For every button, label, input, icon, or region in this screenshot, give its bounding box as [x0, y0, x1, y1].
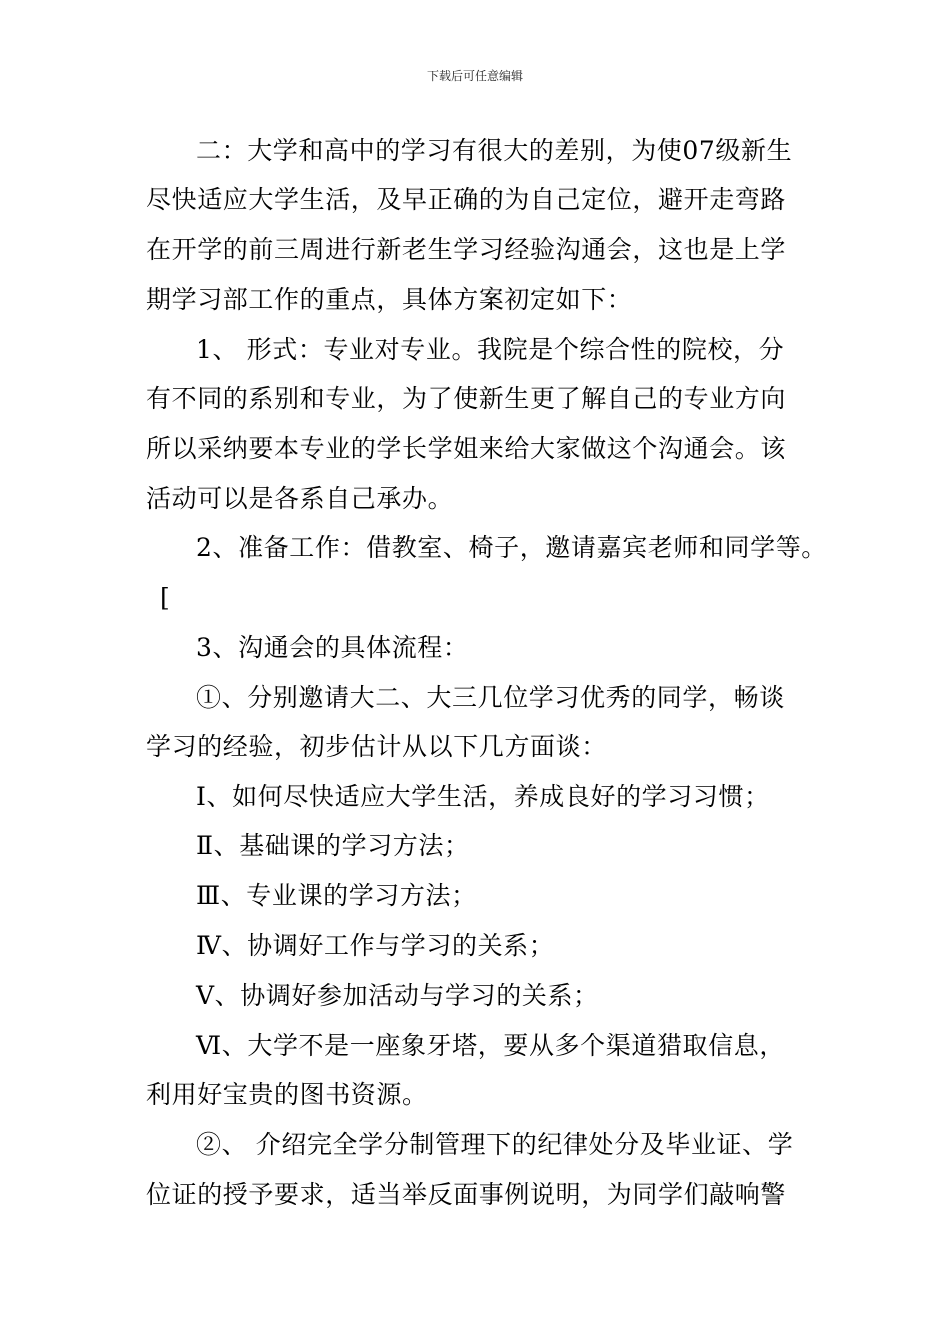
- paragraph-line: 利用好宝贵的图书资源。: [146, 1080, 428, 1109]
- paragraph-line: ①、分别邀请大二、大三几位学习优秀的同学，畅谈: [196, 683, 785, 712]
- list-item: Ⅴ、协调好参加活动与学习的关系；: [196, 981, 599, 1010]
- paragraph-line: 尽快适应大学生活，及早正确的为自己定位，避开走弯路: [146, 185, 787, 214]
- paragraph-line: 有不同的系别和专业，为了使新生更了解自己的专业方向: [146, 384, 787, 413]
- paragraph-line: 3、沟通会的具体流程：: [196, 633, 469, 662]
- list-item: Ⅳ、协调好工作与学习的关系；: [196, 931, 555, 960]
- paragraph-line: 所以采纳要本专业的学长学姐来给大家做这个沟通会。该: [146, 434, 787, 463]
- paragraph-line: 在开学的前三周进行新老生学习经验沟通会，这也是上学: [146, 235, 787, 264]
- paragraph-line: 位证的授予要求，适当举反面事例说明，为同学们敲响警: [146, 1180, 787, 1209]
- list-item: Ⅲ、专业课的学习方法；: [196, 881, 477, 910]
- page-header-note: 下载后可任意编辑: [426, 69, 523, 83]
- bracket-mark: [: [160, 583, 171, 612]
- paragraph-line: 期学习部工作的重点，具体方案初定如下：: [146, 285, 633, 314]
- paragraph-line: 活动可以是各系自己承办。: [146, 484, 454, 513]
- list-item: Ⅱ、基础课的学习方法；: [196, 831, 470, 860]
- list-item: Ⅰ、如何尽快适应大学生活，养成良好的学习习惯；: [196, 782, 770, 811]
- paragraph-line: ②、 介绍完全学分制管理下的纪律处分及毕业证、学: [196, 1130, 794, 1159]
- paragraph-line: 2、准备工作：借教室、椅子，邀请嘉宾老师和同学等。: [196, 533, 827, 562]
- paragraph-line: 1、 形式：专业对专业。我院是个综合性的院校，分: [196, 335, 785, 364]
- list-item: Ⅵ、大学不是一座象牙塔，要从多个渠道猎取信息，: [196, 1031, 785, 1060]
- paragraph-line: 学习的经验，初步估计从以下几方面谈：: [146, 732, 607, 761]
- paragraph-line: 二：大学和高中的学习有很大的差别，为使07级新生: [196, 136, 793, 165]
